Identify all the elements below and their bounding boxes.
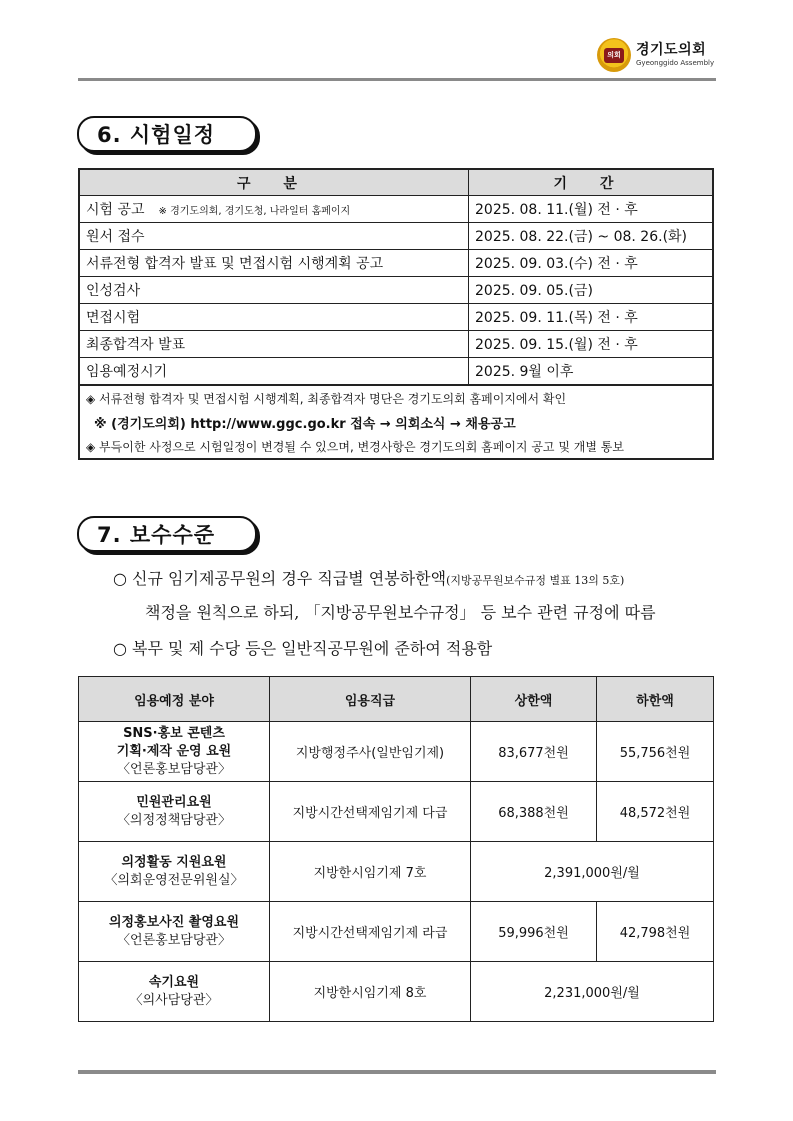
table-row	[79, 358, 713, 386]
pay-grade: 지방시간선택제임기제 다급	[270, 782, 471, 842]
schedule-period: 2025. 08. 22.(금) ~ 08. 26.(화)	[469, 223, 714, 250]
pay-lower: 55,756천원	[597, 722, 714, 782]
pay-header-upper: 상한액	[471, 677, 597, 722]
pay-monthly: 2,391,000원/월	[471, 842, 714, 902]
schedule-period: 2025. 9월 이후	[469, 358, 714, 386]
section-7-title: 7. 보수수준	[77, 516, 257, 552]
schedule-label: 원서 접수	[79, 223, 469, 250]
pay-header-field: 임용예정 분야	[79, 677, 270, 722]
assembly-seal-icon: 의회	[597, 38, 631, 72]
schedule-notice: ◈ 서류전형 합격자 및 면접시험 시행계획, 최종합격자 명단은 경기도의회 홈페이지에서 확인	[79, 385, 713, 410]
schedule-label: 최종합격자 발표	[79, 331, 469, 358]
table-row	[79, 902, 714, 962]
schedule-note-row	[79, 410, 713, 434]
schedule-header-category: 구 분	[79, 169, 469, 196]
table-row	[79, 782, 714, 842]
logo-name-korean: 경기도의회	[636, 42, 707, 58]
salary-paragraph-1-cont: 책정을 원칙으로 하되, 「지방공무원보수규정」 등 보수 관련 규정에 따름	[145, 603, 656, 622]
pay-dept: 〈언론홍보담당관〉	[117, 932, 231, 948]
schedule-note-row	[79, 385, 713, 410]
pay-upper: 68,388천원	[471, 782, 597, 842]
pay-field: SNS·홍보 콘텐츠 기획·제작 운영 요원 〈언론홍보담당관〉	[79, 722, 270, 782]
pay-field: 의정홍보사진 촬영요원 〈언론홍보담당관〉	[79, 902, 270, 962]
table-row	[79, 722, 714, 782]
schedule-label: 시험 공고 ※ 경기도의회, 경기도청, 나라일터 홈페이지	[79, 196, 469, 223]
schedule-change-notice: ◈ 부득이한 사정으로 시험일정이 변경될 수 있으며, 변경사항은 경기도의회 홈페이지 공고 및 개별 통보	[79, 434, 713, 459]
logo-name-english: Gyeonggido Assembly	[636, 59, 715, 67]
table-row	[79, 304, 713, 331]
schedule-period: 2025. 09. 11.(목) 전 · 후	[469, 304, 714, 331]
pay-grade: 지방한시임기제 7호	[270, 842, 471, 902]
pay-field: 속기요원 〈의사담당관〉	[79, 962, 270, 1022]
table-row	[79, 223, 713, 250]
table-row	[79, 331, 713, 358]
schedule-label: 임용예정시기	[79, 358, 469, 386]
pay-upper: 83,677천원	[471, 722, 597, 782]
footer-divider	[78, 1070, 716, 1074]
pay-grade: 지방시간선택제임기제 라급	[270, 902, 471, 962]
pay-dept: 〈언론홍보담당관〉	[117, 761, 231, 777]
pay-field: 의정활동 지원요원 〈의회운영전문위원실〉	[79, 842, 270, 902]
pay-lower: 42,798천원	[597, 902, 714, 962]
schedule-header-period: 기 간	[469, 169, 714, 196]
table-row	[79, 277, 713, 304]
pay-lower: 48,572천원	[597, 782, 714, 842]
schedule-period: 2025. 08. 11.(월) 전 · 후	[469, 196, 714, 223]
schedule-note-row	[79, 434, 713, 459]
schedule-period: 2025. 09. 15.(월) 전 · 후	[469, 331, 714, 358]
exam-schedule-table	[78, 168, 714, 460]
assembly-logo	[597, 38, 714, 72]
pay-upper: 59,996천원	[471, 902, 597, 962]
table-row	[79, 250, 713, 277]
table-row	[79, 196, 713, 223]
website-link-notice: ※ (경기도의회) http://www.ggc.go.kr 접속 → 의회소식 → 채용공고	[79, 410, 713, 434]
table-row	[79, 962, 714, 1022]
schedule-label: 인성검사	[79, 277, 469, 304]
pay-monthly: 2,231,000원/월	[471, 962, 714, 1022]
pay-dept: 〈의정정책담당관〉	[117, 812, 231, 828]
salary-regulation-ref: (지방공무원보수규정 별표 13의 5호)	[446, 574, 625, 587]
pay-grade: 지방행정주사(일반임기제)	[270, 722, 471, 782]
pay-header-grade: 임용직급	[270, 677, 471, 722]
pay-header-lower: 하한액	[597, 677, 714, 722]
schedule-label: 면접시험	[79, 304, 469, 331]
salary-table	[78, 676, 714, 1022]
schedule-note: ※ 경기도의회, 경기도청, 나라일터 홈페이지	[158, 206, 351, 217]
schedule-period: 2025. 09. 05.(금)	[469, 277, 714, 304]
salary-paragraph-2: ○ 복무 및 제 수당 등은 일반직공무원에 준하여 적용함	[113, 639, 493, 658]
section-6-title: 6. 시험일정	[77, 116, 257, 152]
schedule-period: 2025. 09. 03.(수) 전 · 후	[469, 250, 714, 277]
pay-dept: 〈의회운영전문위원실〉	[104, 872, 244, 888]
salary-paragraph-1: ○ 신규 임기제공무원의 경우 직급별 연봉하한액(지방공무원보수규정 별표 13의 5호)	[113, 569, 625, 588]
schedule-label: 서류전형 합격자 발표 및 면접시험 시행계획 공고	[79, 250, 469, 277]
pay-grade: 지방한시임기제 8호	[270, 962, 471, 1022]
header-divider	[78, 78, 716, 81]
pay-dept: 〈의사담당관〉	[129, 992, 219, 1008]
pay-field: 민원관리요원 〈의정정책담당관〉	[79, 782, 270, 842]
table-row	[79, 842, 714, 902]
